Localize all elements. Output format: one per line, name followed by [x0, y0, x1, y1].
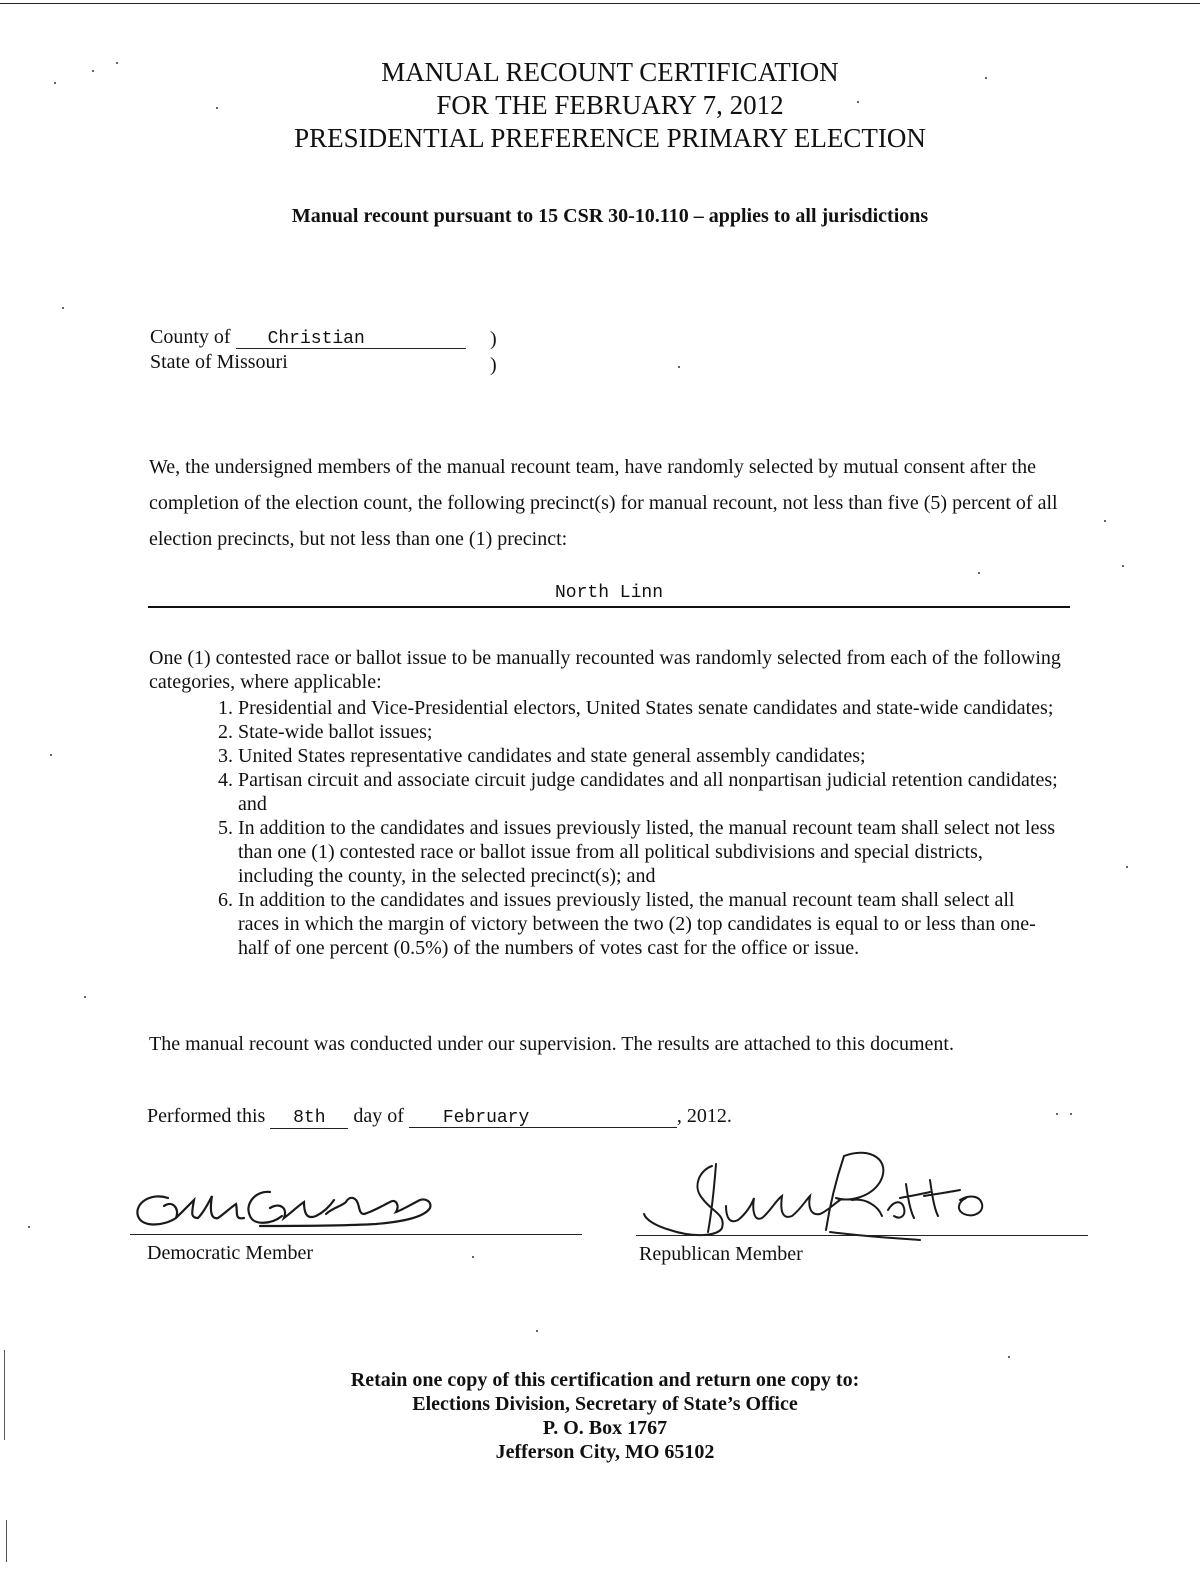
republican-member-label: Republican Member	[639, 1243, 803, 1265]
category-number: 2.	[218, 721, 233, 743]
performed-day: 8th	[270, 1106, 348, 1129]
category-text: State-wide ballot issues;	[238, 721, 433, 743]
performed-day-of: day of	[353, 1105, 404, 1127]
category-text: Partisan circuit and associate circuit judge candidates and all nonpartisan judicial retention candidates; and	[238, 769, 1058, 815]
scan-speck	[1070, 1113, 1072, 1115]
category-number: 5.	[218, 817, 233, 839]
scan-speck	[1008, 1356, 1010, 1358]
footer-line-3: P. O. Box 1767	[542, 1417, 668, 1439]
category-number: 6.	[218, 889, 233, 911]
category-text: In addition to the candidates and issues previously listed, the manual recount team shall select all races in which the margin of victory between the two (2) top candidates is equal to or less than one-half of one percent (0.5%) of the numbers of votes cast for the office or issue.	[238, 889, 1036, 959]
scan-speck	[472, 1256, 474, 1258]
title-line-2: FOR THE FEBRUARY 7, 2012	[436, 90, 784, 120]
footer-line-2: Elections Division, Secretary of State’s Office	[412, 1393, 798, 1415]
county-value: Christian	[236, 327, 466, 349]
performed-row	[147, 1104, 847, 1129]
intro-paragraph: We, the undersigned members of the manual recount team, have randomly selected by mutual consent after the completion of the election count, the following precinct(s) for manual recount, not less than five (5) percent of all election precincts, but not less than one (1) precinct:	[149, 456, 1058, 550]
scan-speck	[84, 996, 86, 998]
category-number: 4.	[218, 769, 233, 791]
performed-prefix: Performed this	[147, 1105, 266, 1127]
state-bracket: )	[490, 354, 497, 376]
scan-speck	[978, 572, 980, 574]
category-item-3	[220, 744, 1060, 768]
supervision-statement: The manual recount was conducted under our supervision. The results are attached to this document.	[149, 1033, 954, 1055]
margin-mark	[4, 1350, 5, 1440]
county-bracket: )	[490, 328, 497, 350]
footer-line-4: Jefferson City, MO 65102	[495, 1441, 715, 1463]
category-text: United States representative candidates and state general assembly candidates;	[238, 745, 866, 767]
return-instructions	[0, 1368, 1200, 1464]
scan-speck	[1056, 1113, 1058, 1115]
scan-speck	[1122, 565, 1124, 567]
performed-month: February	[409, 1106, 677, 1128]
footer-line-1: Retain one copy of this certification and return one copy to:	[350, 1369, 860, 1391]
scan-speck	[536, 1330, 538, 1332]
category-text: In addition to the candidates and issues previously listed, the manual recount team shall select not less than one (1) contested race or ballot issue from all political subdivisions and special districts, including the county, in the selected precinct(s); and	[238, 817, 1056, 887]
category-item-1	[220, 696, 1060, 720]
scan-speck	[857, 101, 859, 103]
scan-speck	[116, 62, 118, 64]
scan-speck	[54, 82, 56, 84]
democratic-signature	[120, 1178, 450, 1238]
top-border	[0, 3, 1200, 4]
precinct-value: North Linn	[554, 583, 664, 603]
categories-list	[220, 696, 1060, 960]
scan-speck	[92, 70, 94, 72]
republican-signature-line	[636, 1235, 1088, 1236]
category-item-5	[220, 816, 1060, 888]
category-item-4	[220, 768, 1060, 816]
republican-signature	[630, 1140, 1010, 1250]
categories-intro: One (1) contested race or ballot issue to be manually recounted was randomly selected from each of the following categories, where applicable:	[149, 647, 1061, 693]
scan-speck	[678, 366, 680, 368]
scan-speck	[216, 107, 218, 109]
category-item-2	[220, 720, 1060, 744]
category-item-6	[220, 888, 1060, 960]
democratic-member-label: Democratic Member	[147, 1242, 314, 1264]
scan-speck	[28, 1226, 30, 1228]
scan-speck	[1104, 520, 1106, 522]
precinct-field	[148, 582, 1070, 608]
state-label: State of Missouri	[150, 351, 288, 373]
document-subtitle: Manual recount pursuant to 15 CSR 30-10.110 – applies to all jurisdictions	[291, 205, 929, 227]
performed-year: , 2012.	[676, 1105, 732, 1127]
category-number: 3.	[218, 745, 233, 767]
title-line-3: PRESIDENTIAL PREFERENCE PRIMARY ELECTION	[294, 123, 926, 153]
scan-speck	[985, 77, 987, 79]
document-title	[0, 56, 1200, 155]
scan-speck	[50, 754, 52, 756]
title-line-1: MANUAL RECOUNT CERTIFICATION	[381, 57, 839, 87]
category-text: Presidential and Vice-Presidential electors, United States senate candidates and state-wide candidates;	[238, 697, 1054, 719]
scan-speck	[1126, 866, 1128, 868]
margin-mark	[6, 1520, 7, 1562]
democratic-signature-line	[130, 1234, 582, 1235]
category-number: 1.	[218, 697, 233, 719]
county-label: County of	[150, 326, 231, 348]
scan-speck	[62, 307, 64, 309]
